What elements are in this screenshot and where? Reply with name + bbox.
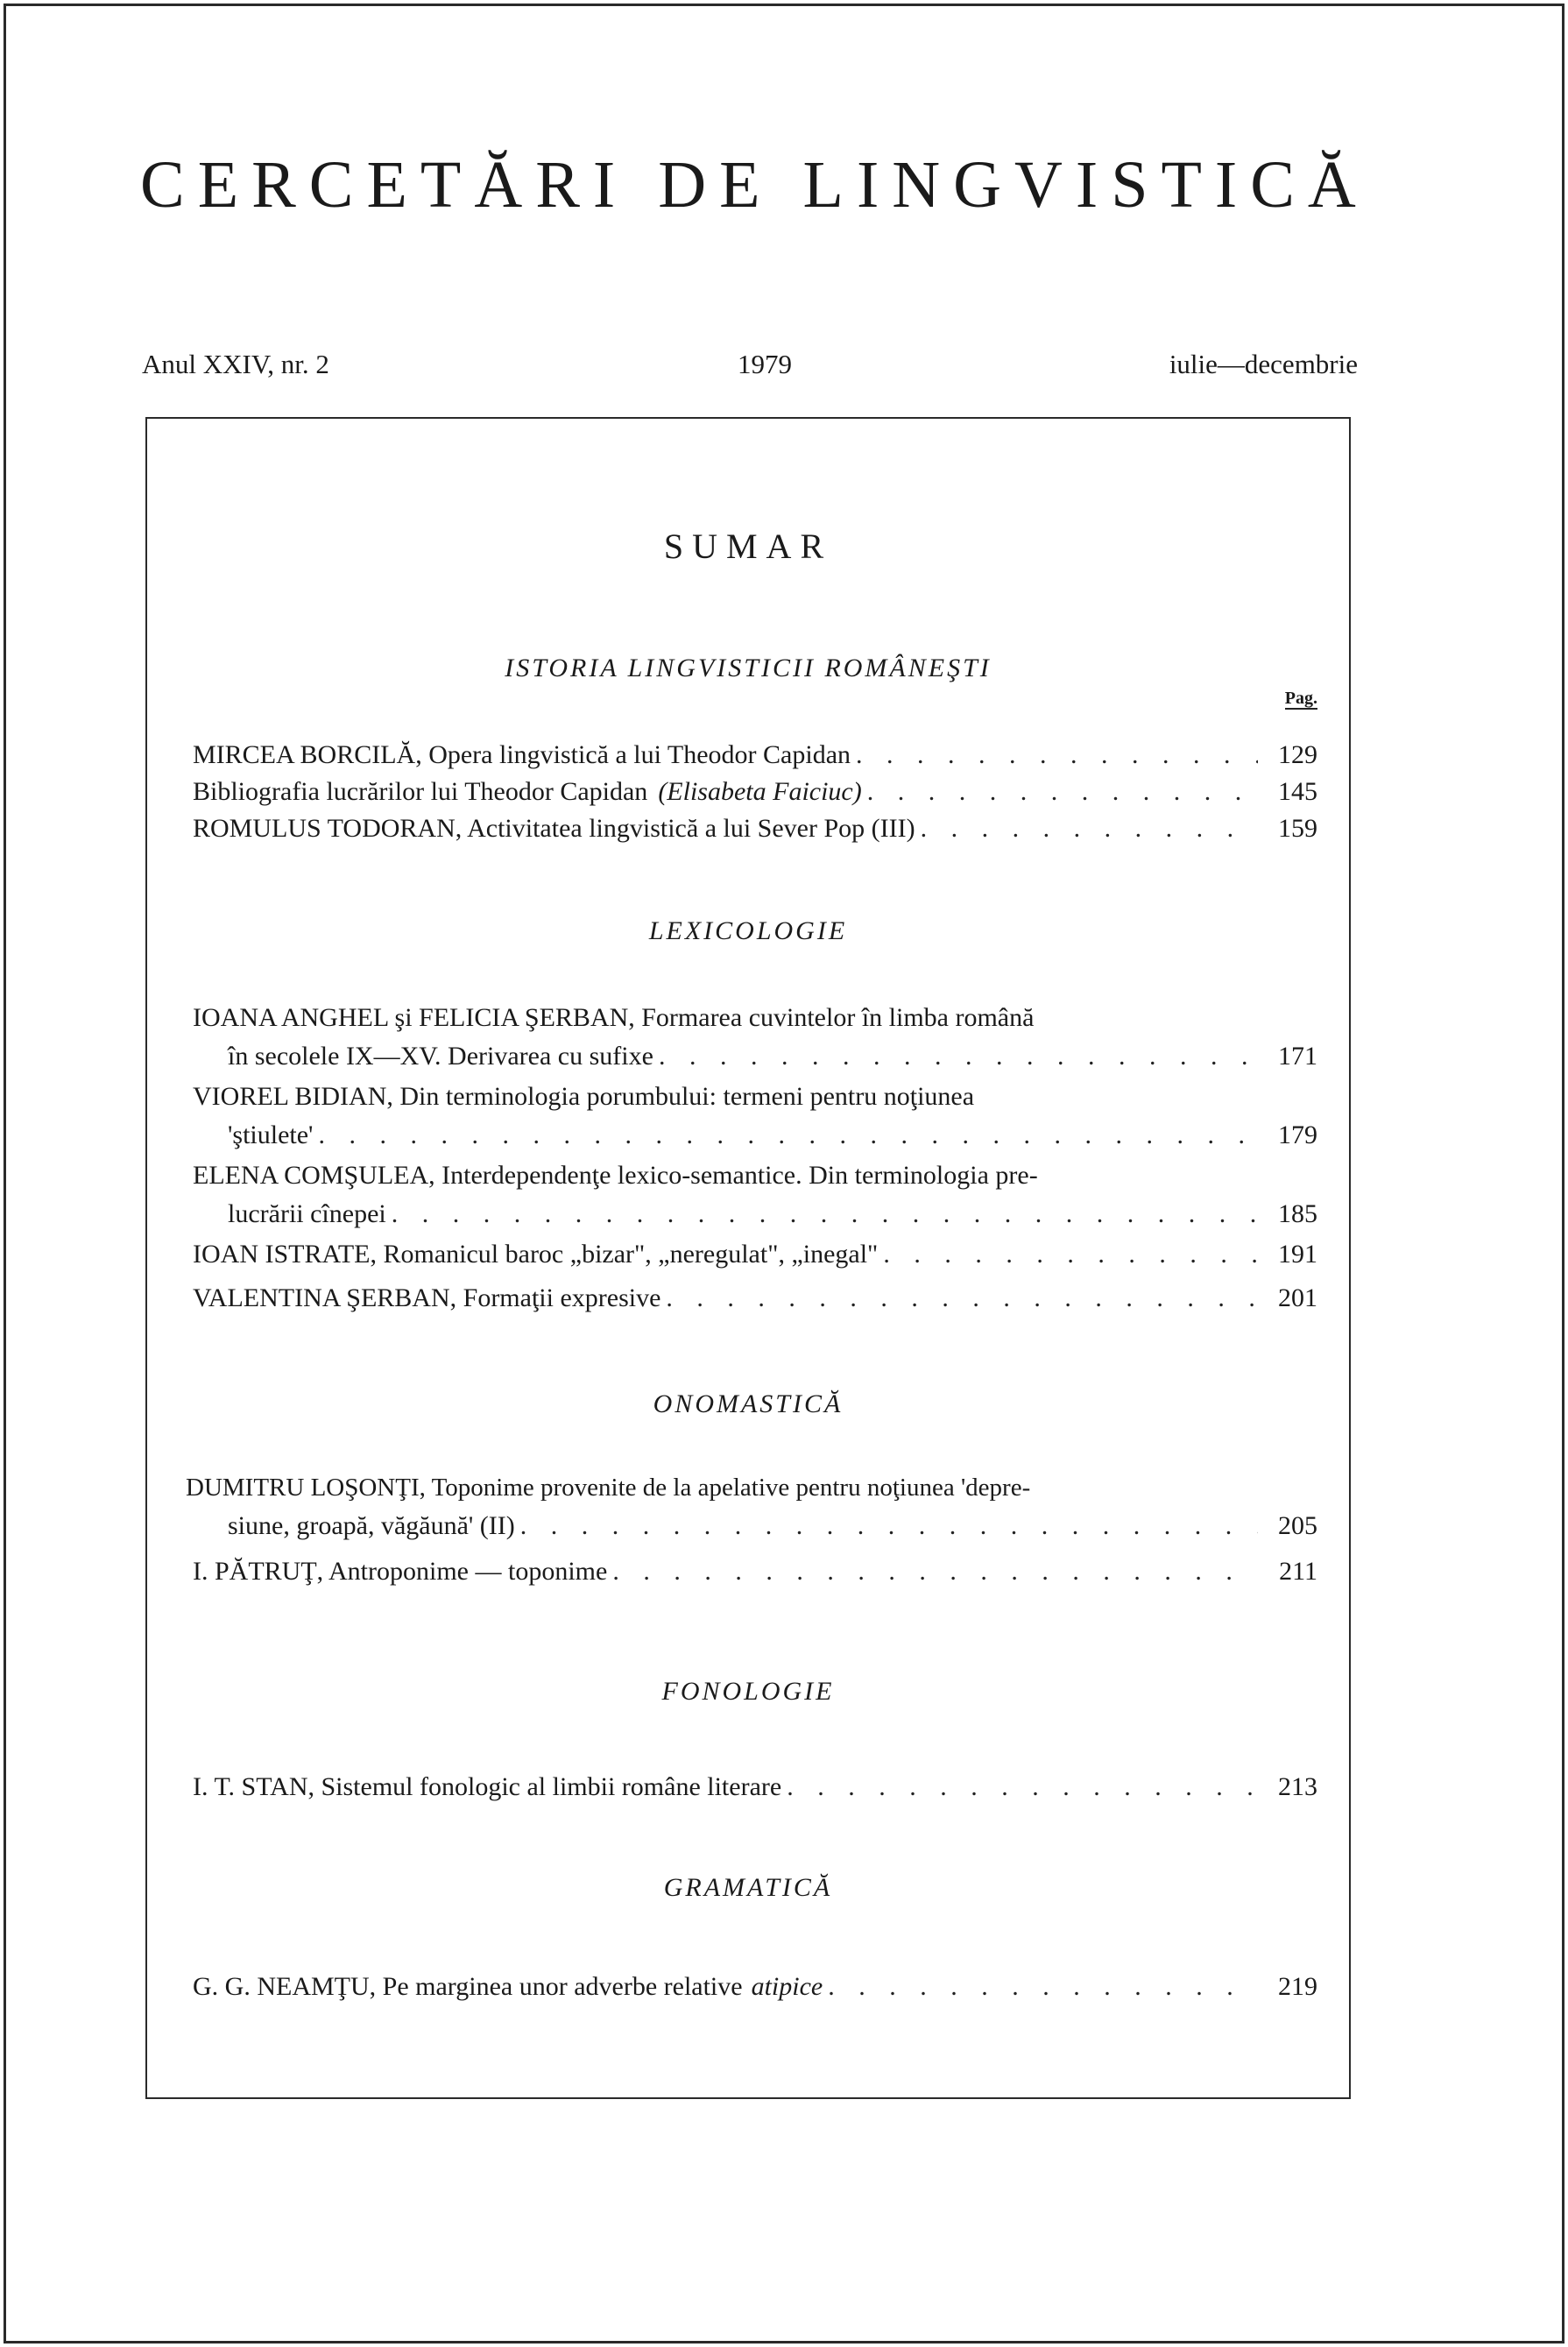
entry-page: 213 <box>1278 1772 1317 1801</box>
leader-dots <box>612 1552 1258 1591</box>
entry-title: I. PĂTRUŢ, Antroponime — toponime <box>193 1557 608 1586</box>
leader-dots <box>318 1116 1258 1155</box>
leader-dots <box>867 773 1258 811</box>
entry-title: VIOREL BIDIAN, Din terminologia porumbului: termeni pentru noţiunea <box>193 1082 975 1111</box>
entry-title: I. T. STAN, Sistemul fonologic al limbii române literare <box>193 1772 782 1801</box>
entry-page: 211 <box>1279 1557 1317 1586</box>
section-heading-onomastica: ONOMASTICĂ <box>653 1389 844 1418</box>
table-of-contents <box>145 417 1351 2099</box>
page-column-label: Pag. <box>1284 689 1317 708</box>
toc-entry[interactable] <box>193 1279 1317 1318</box>
issue-volume: Anul XXIV, nr. 2 <box>142 349 329 379</box>
toc-entry[interactable] <box>193 1235 1317 1274</box>
entry-title-continued: în secolele IX—XV. Derivarea cu sufixe <box>228 1042 653 1071</box>
leader-dots <box>921 809 1258 848</box>
entry-page: 191 <box>1278 1240 1317 1269</box>
toc-entry[interactable] <box>193 736 1317 774</box>
leader-dots <box>828 1968 1258 2006</box>
entry-title-continued: siune, groapă, văgăună' (II) <box>228 1511 515 1540</box>
entry-title: MIRCEA BORCILĂ, Opera lingvistică a lui Theodor Capidan <box>193 740 851 769</box>
entry-title: IOAN ISTRATE, Romanicul baroc „bizar", „neregulat", „inegal" <box>193 1240 879 1269</box>
entry-page: 129 <box>1278 740 1317 769</box>
leader-dots <box>666 1279 1258 1318</box>
leader-dots <box>659 1037 1258 1076</box>
entry-title-italic: atipice <box>751 1972 823 2001</box>
toc-entry[interactable] <box>193 1078 1317 1155</box>
leader-dots <box>392 1195 1258 1234</box>
issue-year: 1979 <box>738 349 792 379</box>
entry-title: ROMULUS TODORAN, Activitatea lingvistică a lui Sever Pop (III) <box>193 814 915 843</box>
journal-title: CERCETĂRI DE LINGVISTICĂ <box>140 148 1369 222</box>
entry-title: IOANA ANGHEL şi FELICIA ŞERBAN, Formarea cuvintelor în limba română <box>193 1003 1035 1032</box>
section-heading-gramatica: GRAMATICĂ <box>663 1873 833 1902</box>
section-heading-lexicologie: LEXICOLOGIE <box>648 916 848 945</box>
section-heading-fonologie: FONOLOGIE <box>661 1677 835 1706</box>
leader-dots <box>856 736 1258 774</box>
entry-page: 185 <box>1278 1199 1317 1228</box>
entry-title-continued: lucrării cînepei <box>228 1199 386 1228</box>
entry-page: 171 <box>1278 1042 1317 1071</box>
issue-period: iulie—decembrie <box>1169 349 1358 379</box>
toc-entry[interactable] <box>193 1768 1317 1806</box>
entry-page: 201 <box>1278 1283 1317 1312</box>
entry-title: DUMITRU LOŞONŢI, Toponime provenite de la apelative pentru noţiunea 'depre- <box>186 1474 1031 1502</box>
section-heading-istoria: ISTORIA LINGVISTICII ROMÂNEŞTI <box>505 654 992 682</box>
toc-entry[interactable] <box>193 1552 1317 1591</box>
entry-page: 219 <box>1278 1972 1317 2001</box>
toc-entry[interactable] <box>193 773 1317 811</box>
issue-info <box>142 349 1358 392</box>
leader-dots <box>787 1768 1258 1806</box>
entry-title: VALENTINA ŞERBAN, Formaţii expresive <box>193 1283 661 1312</box>
toc-entry[interactable] <box>193 1968 1317 2006</box>
entry-title: G. G. NEAMŢU, Pe marginea unor adverbe relative <box>193 1972 743 2001</box>
toc-entry[interactable] <box>193 1156 1317 1234</box>
entry-page: 145 <box>1278 777 1317 806</box>
entry-title-continued: 'ştiulete' <box>228 1120 314 1149</box>
entry-page: 179 <box>1278 1120 1317 1149</box>
entry-title: Bibliografia lucrărilor lui Theodor Capidan <box>193 777 648 806</box>
entry-title: ELENA COMŞULEA, Interdependenţe lexico-semantice. Din terminologia pre- <box>193 1161 1038 1190</box>
entry-page: 205 <box>1278 1511 1317 1540</box>
leader-dots <box>883 1235 1258 1274</box>
entry-page: 159 <box>1278 814 1317 843</box>
toc-entry[interactable] <box>186 1468 1317 1545</box>
leader-dots <box>520 1507 1258 1545</box>
toc-entry[interactable] <box>193 809 1317 848</box>
entry-author: (Elisabeta Faiciuc) <box>658 777 862 806</box>
contents-heading: SUMAR <box>663 527 833 566</box>
toc-entry[interactable] <box>193 999 1317 1076</box>
